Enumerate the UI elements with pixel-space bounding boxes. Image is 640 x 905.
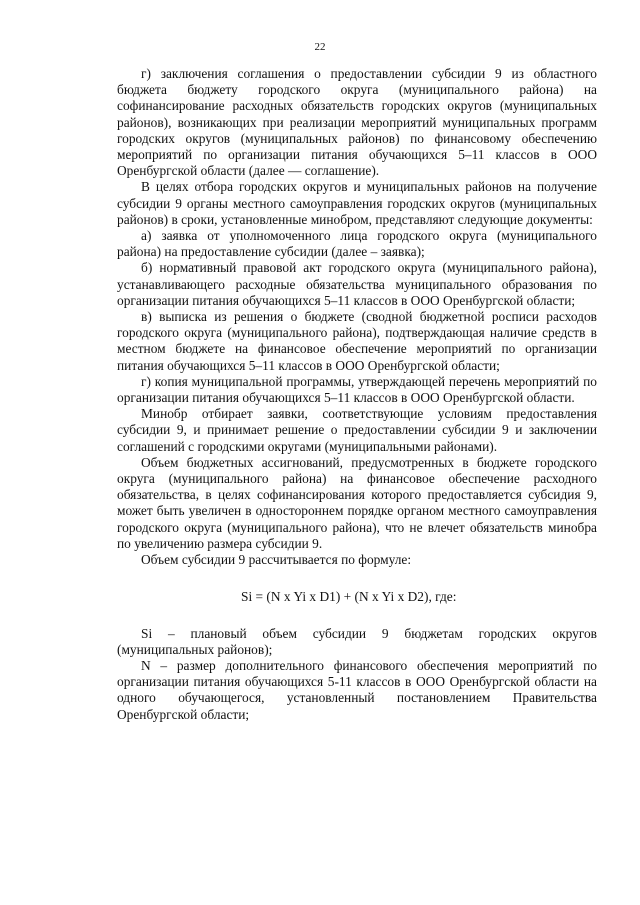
- subsidy-formula: Si = (N x Yi x D1) + (N x Yi x D2), где:: [241, 589, 457, 605]
- paragraph-si-definition: Si – плановый объем субсидии 9 бюджетам городских округов (муниципальных районов);: [117, 625, 597, 657]
- paragraph-selection-intro: В целях отбора городских округов и муниципальных районов на получение субсидии 9 органы местного самоуправления городских округов (муниципальных районов) в сроки, установленные минобром, представляют следующие документы:: [117, 179, 597, 227]
- document-body: [117, 66, 597, 723]
- paragraph-n-definition: N – размер дополнительного финансового обеспечения мероприятий по организации питания обучающихся 5-11 классов в ООО Оренбургской области на одного обучающегося, установленный постановлением Правительства Оренбургской области;: [117, 657, 597, 722]
- paragraph-minobr-selection: Минобр отбирает заявки, соответствующие условиям предоставления субсидии 9, и принимает решение о предоставлении субсидии 9 и заключении соглашений с городскими округами (муниципальными районами).: [117, 406, 597, 454]
- paragraph-item-v-budget-extract: в) выписка из решения о бюджете (сводной бюджетной росписи расходов городского округа (муниципального района), подтверждающая наличие средств в местном бюджете на финансовое обеспечение мероприятий по организации питания обучающихся 5–11 классов в ООО Оренбургской области;: [117, 309, 597, 373]
- paragraph-formula-intro: Объем субсидии 9 рассчитывается по формуле:: [141, 552, 412, 568]
- page-number: 22: [314, 41, 326, 53]
- paragraph-item-b-legal-act: б) нормативный правовой акт городского округа (муниципального района), устанавливающего расходные обязательства муниципального образования по организации питания обучающихся 5–11 классов в ООО Оренбургской области;: [117, 260, 597, 308]
- paragraph-item-a-application: а) заявка от уполномоченного лица городского округа (муниципального района) на предоставление субсидии (далее – заявка);: [117, 228, 597, 260]
- paragraph-item-g-agreement: г) заключения соглашения о предоставлении субсидии 9 из областного бюджета бюджету городского округа (муниципального района) на софинансирование расходных обязательств городских округов (муниципальных районов), возникающих при реализации мероприятий муниципальных программ городских округов (муниципальных районов) по финансовому обеспечению мероприятий по организации питания обучающихся 5–11 классов в ООО Оренбургской области (далее — соглашение).: [117, 66, 597, 179]
- paragraph-item-g-program-copy: г) копия муниципальной программы, утверждающей перечень мероприятий по организации питания обучающихся 5–11 классов в ООО Оренбургской области.: [117, 373, 597, 406]
- paragraph-budget-allocations: Объем бюджетных ассигнований, предусмотренных в бюджете городского округа (муниципального района) на финансовое обеспечение расходного обязательства, в целях софинансирования которого предоставляется субсидия 9, может быть увеличен в одностороннем порядке органом местного самоуправления городского округа (муниципального района), что не влечет обязательств минобра по увеличению размера субсидии 9.: [117, 454, 597, 551]
